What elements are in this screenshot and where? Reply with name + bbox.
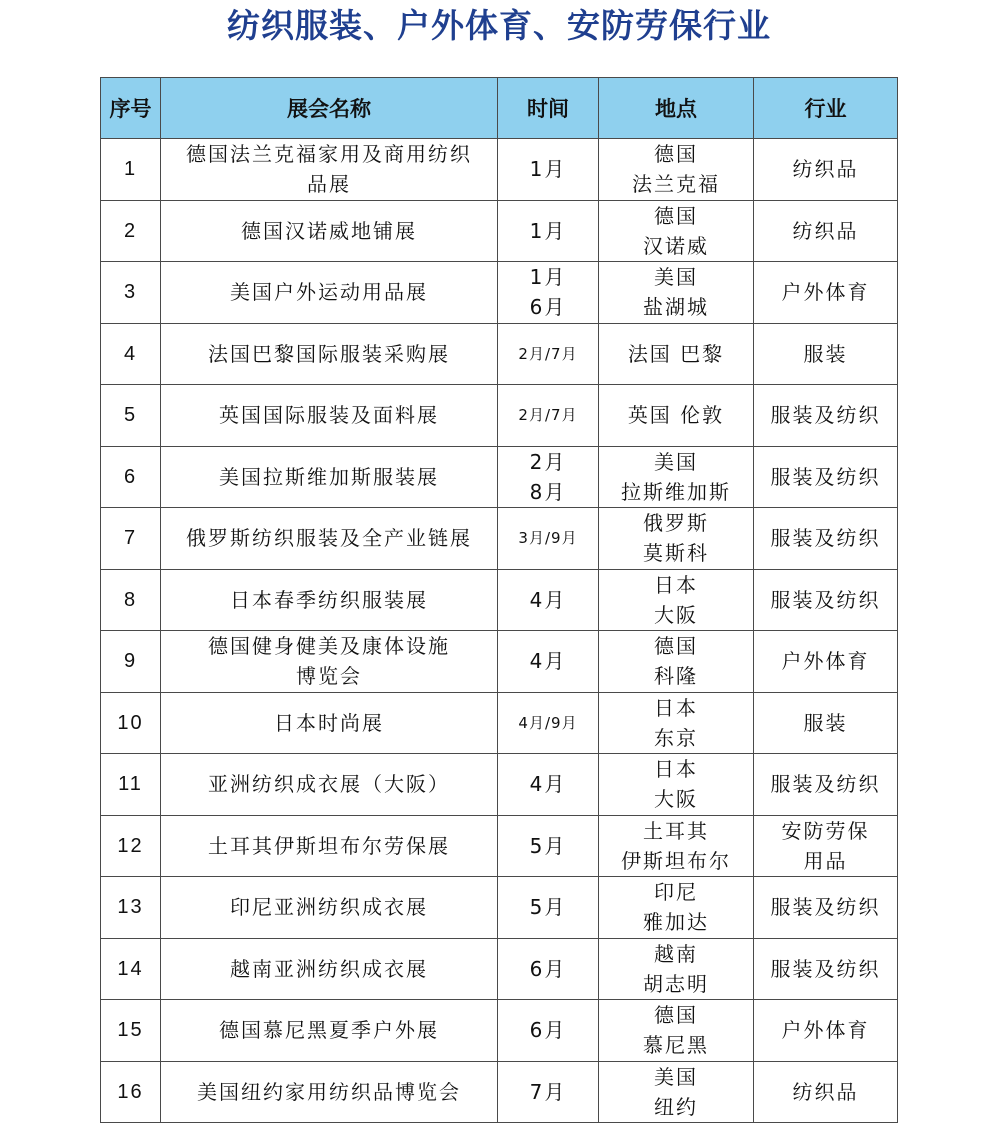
exhibition-name: [161, 200, 498, 262]
exhibition-name: [161, 754, 498, 816]
table-row: [101, 1061, 898, 1123]
exhibition-name-line: 俄罗斯纺织服装及全产业链展: [186, 526, 472, 551]
exhibition-industry-line: 服装: [803, 341, 848, 366]
header-location: 地点: [599, 78, 754, 139]
exhibition-name-line: 日本时尚展: [274, 710, 384, 735]
exhibition-industry: [754, 385, 898, 447]
exhibition-industry: [754, 200, 898, 262]
exhibition-location-line: 印尼: [654, 880, 698, 905]
header-exhibition-name: 展会名称: [161, 78, 498, 139]
exhibition-name: [161, 139, 498, 201]
table-row: [101, 631, 898, 693]
exhibition-time-line: 6月: [529, 956, 567, 981]
exhibition-name-line: 英国国际服装及面料展: [219, 403, 439, 428]
exhibition-location: [599, 938, 754, 1000]
table-row: [101, 815, 898, 877]
exhibition-name: [161, 1061, 498, 1123]
exhibition-name: [161, 385, 498, 447]
exhibition-location: [599, 139, 754, 201]
exhibition-time: [498, 631, 599, 693]
exhibition-name: [161, 262, 498, 324]
exhibition-location-line: 英国 伦敦: [627, 403, 725, 428]
exhibition-location-line: 东京: [654, 725, 698, 750]
exhibition-location: [599, 754, 754, 816]
exhibition-time-line: 4月: [529, 772, 567, 797]
table-row: [101, 200, 898, 262]
exhibition-industry-line: 户外体育: [781, 1018, 870, 1043]
exhibition-time-line: 2月: [529, 449, 567, 474]
exhibition-industry: [754, 692, 898, 754]
exhibition-industry-line: 服装及纺织: [770, 772, 881, 797]
exhibition-industry: [754, 1061, 898, 1123]
exhibition-time-line: 8月: [529, 479, 567, 504]
exhibition-name-line: 印尼亚洲纺织成衣展: [230, 895, 428, 920]
exhibition-location-line: 拉斯维加斯: [621, 479, 731, 504]
row-number: 11: [101, 754, 161, 816]
exhibition-name: [161, 1000, 498, 1062]
row-number: 2: [101, 200, 161, 262]
exhibition-time: [498, 692, 599, 754]
table-row: [101, 569, 898, 631]
exhibition-industry-line: 服装及纺织: [770, 956, 881, 981]
header-industry: 行业: [754, 78, 898, 139]
exhibition-location: [599, 1000, 754, 1062]
row-number: 13: [101, 877, 161, 939]
table-row: [101, 139, 898, 201]
exhibition-location-line: 日本: [654, 572, 698, 597]
table-row: [101, 1000, 898, 1062]
exhibition-industry: [754, 1000, 898, 1062]
exhibition-location-line: 越南: [654, 941, 698, 966]
exhibition-location-line: 德国: [654, 1003, 698, 1028]
exhibition-time: [498, 877, 599, 939]
exhibition-industry-line: 户外体育: [781, 649, 870, 674]
header-row: [101, 78, 898, 139]
exhibition-name: [161, 938, 498, 1000]
exhibition-time-line: 7月: [529, 1079, 567, 1104]
exhibition-industry-line: 纺织品: [792, 218, 859, 243]
exhibition-name-line: 美国户外运动用品展: [230, 280, 428, 305]
exhibition-industry: [754, 631, 898, 693]
table-row: [101, 877, 898, 939]
header-time: 时间: [498, 78, 599, 139]
row-number: 1: [101, 139, 161, 201]
exhibition-time: [498, 569, 599, 631]
exhibition-location: [599, 200, 754, 262]
expo-table: [100, 77, 898, 1123]
exhibition-industry-line: 服装及纺织: [770, 464, 881, 489]
exhibition-industry: [754, 446, 898, 508]
table-header: [101, 78, 898, 139]
exhibition-industry: [754, 569, 898, 631]
exhibition-industry: [754, 508, 898, 570]
exhibition-time: [498, 754, 599, 816]
exhibition-location-line: 汉诺威: [643, 233, 709, 258]
exhibition-name-line: 博览会: [296, 664, 362, 689]
exhibition-location-line: 胡志明: [643, 971, 709, 996]
exhibition-name-line: 日本春季纺织服装展: [230, 587, 428, 612]
exhibition-time-line: 4月: [529, 587, 567, 612]
exhibition-location-line: 日本: [654, 695, 698, 720]
exhibition-location: [599, 385, 754, 447]
row-number: 15: [101, 1000, 161, 1062]
exhibition-name: [161, 631, 498, 693]
exhibition-location-line: 科隆: [654, 664, 698, 689]
exhibition-location-line: 法兰克福: [632, 172, 720, 197]
exhibition-name-line: 德国慕尼黑夏季户外展: [219, 1018, 439, 1043]
exhibition-location: [599, 1061, 754, 1123]
exhibition-location-line: 德国: [654, 203, 698, 228]
exhibition-time: [498, 446, 599, 508]
exhibition-time-line: 1月: [529, 265, 567, 290]
exhibition-location-line: 雅加达: [643, 910, 709, 935]
row-number: 8: [101, 569, 161, 631]
exhibition-time-line: 5月: [529, 833, 567, 858]
exhibition-name-line: 法国巴黎国际服装采购展: [208, 341, 450, 366]
exhibition-industry: [754, 754, 898, 816]
exhibition-location-line: 大阪: [654, 602, 698, 627]
exhibition-industry-line: 纺织品: [792, 1079, 859, 1104]
row-number: 16: [101, 1061, 161, 1123]
exhibition-name-line: 品展: [307, 172, 351, 197]
exhibition-location: [599, 569, 754, 631]
exhibition-industry-line: 纺织品: [792, 157, 859, 182]
header-number: 序号: [101, 78, 161, 139]
exhibition-name-line: 德国汉诺威地铺展: [241, 218, 417, 243]
row-number: 7: [101, 508, 161, 570]
exhibition-name-line: 亚洲纺织成衣展（大阪）: [208, 772, 450, 797]
exhibition-industry: [754, 139, 898, 201]
exhibition-time-line: 2月/7月: [518, 344, 578, 363]
exhibition-industry-line: 服装: [803, 710, 848, 735]
exhibition-time-line: 6月: [529, 1018, 567, 1043]
exhibition-time: [498, 508, 599, 570]
exhibition-time-line: 4月/9月: [518, 713, 578, 732]
exhibition-location-line: 美国: [654, 1064, 698, 1089]
exhibition-time: [498, 1000, 599, 1062]
exhibition-name-line: 土耳其伊斯坦布尔劳保展: [208, 833, 450, 858]
exhibition-location: [599, 877, 754, 939]
exhibition-time: [498, 815, 599, 877]
exhibition-time-line: 4月: [529, 649, 567, 674]
exhibition-location-line: 美国: [654, 265, 698, 290]
exhibition-location: [599, 446, 754, 508]
exhibition-industry-line: 服装及纺织: [770, 526, 881, 551]
exhibition-time-line: 1月: [529, 157, 567, 182]
exhibition-industry-line: 服装及纺织: [770, 895, 881, 920]
exhibition-location: [599, 262, 754, 324]
exhibition-time: [498, 139, 599, 201]
exhibition-time: [498, 200, 599, 262]
row-number: 9: [101, 631, 161, 693]
exhibition-name: [161, 569, 498, 631]
exhibition-location-line: 慕尼黑: [643, 1033, 709, 1058]
exhibition-location: [599, 815, 754, 877]
exhibition-location-line: 土耳其: [643, 818, 709, 843]
exhibition-location-line: 俄罗斯: [643, 511, 709, 536]
exhibition-industry-line: 服装及纺织: [770, 403, 881, 428]
page-title: 纺织服装、户外体育、安防劳保行业: [227, 6, 771, 45]
table-row: [101, 323, 898, 385]
exhibition-time-line: 2月/7月: [518, 406, 578, 425]
exhibition-location-line: 美国: [654, 449, 698, 474]
exhibition-name: [161, 323, 498, 385]
table-row: [101, 692, 898, 754]
exhibition-time-line: 5月: [529, 895, 567, 920]
exhibition-industry: [754, 262, 898, 324]
exhibition-location-line: 莫斯科: [643, 541, 709, 566]
exhibition-name-line: 美国纽约家用纺织品博览会: [197, 1079, 461, 1104]
exhibition-time: [498, 385, 599, 447]
exhibition-time-line: 3月/9月: [518, 529, 578, 548]
row-number: 14: [101, 938, 161, 1000]
exhibition-industry: [754, 877, 898, 939]
table-row: [101, 262, 898, 324]
exhibition-industry-line: 用品: [803, 848, 848, 873]
exhibition-name-line: 越南亚洲纺织成衣展: [230, 956, 428, 981]
table-row: [101, 508, 898, 570]
exhibition-name: [161, 508, 498, 570]
exhibition-location-line: 德国: [654, 634, 698, 659]
exhibition-location-line: 法国 巴黎: [627, 341, 725, 366]
exhibition-location-line: 德国: [654, 142, 698, 167]
exhibition-location: [599, 508, 754, 570]
exhibition-location: [599, 631, 754, 693]
row-number: 10: [101, 692, 161, 754]
row-number: 3: [101, 262, 161, 324]
exhibition-industry: [754, 938, 898, 1000]
exhibition-location: [599, 692, 754, 754]
exhibition-time-line: 1月: [529, 218, 567, 243]
exhibition-name: [161, 815, 498, 877]
exhibition-name-line: 德国法兰克福家用及商用纺织: [186, 142, 472, 167]
table-body: [101, 139, 898, 1123]
row-number: 4: [101, 323, 161, 385]
exhibition-time: [498, 1061, 599, 1123]
exhibition-name: [161, 877, 498, 939]
row-number: 12: [101, 815, 161, 877]
exhibition-industry: [754, 815, 898, 877]
table-row: [101, 385, 898, 447]
exhibition-location-line: 大阪: [654, 787, 698, 812]
table-row: [101, 446, 898, 508]
exhibition-industry-line: 户外体育: [781, 280, 870, 305]
exhibition-time: [498, 938, 599, 1000]
exhibition-name: [161, 692, 498, 754]
exhibition-name-line: 德国健身健美及康体设施: [208, 634, 450, 659]
exhibition-industry-line: 安防劳保: [781, 818, 870, 843]
exhibition-location-line: 纽约: [654, 1094, 698, 1119]
exhibition-location-line: 日本: [654, 757, 698, 782]
exhibition-time: [498, 323, 599, 385]
table-row: [101, 754, 898, 816]
row-number: 5: [101, 385, 161, 447]
exhibition-location: [599, 323, 754, 385]
exhibition-industry-line: 服装及纺织: [770, 587, 881, 612]
exhibition-time-line: 6月: [529, 295, 567, 320]
exhibition-industry: [754, 323, 898, 385]
exhibition-time: [498, 262, 599, 324]
exhibition-name-line: 美国拉斯维加斯服装展: [219, 464, 439, 489]
table-row: [101, 938, 898, 1000]
row-number: 6: [101, 446, 161, 508]
exhibition-location-line: 盐湖城: [643, 295, 709, 320]
exhibition-name: [161, 446, 498, 508]
exhibition-location-line: 伊斯坦布尔: [621, 848, 731, 873]
